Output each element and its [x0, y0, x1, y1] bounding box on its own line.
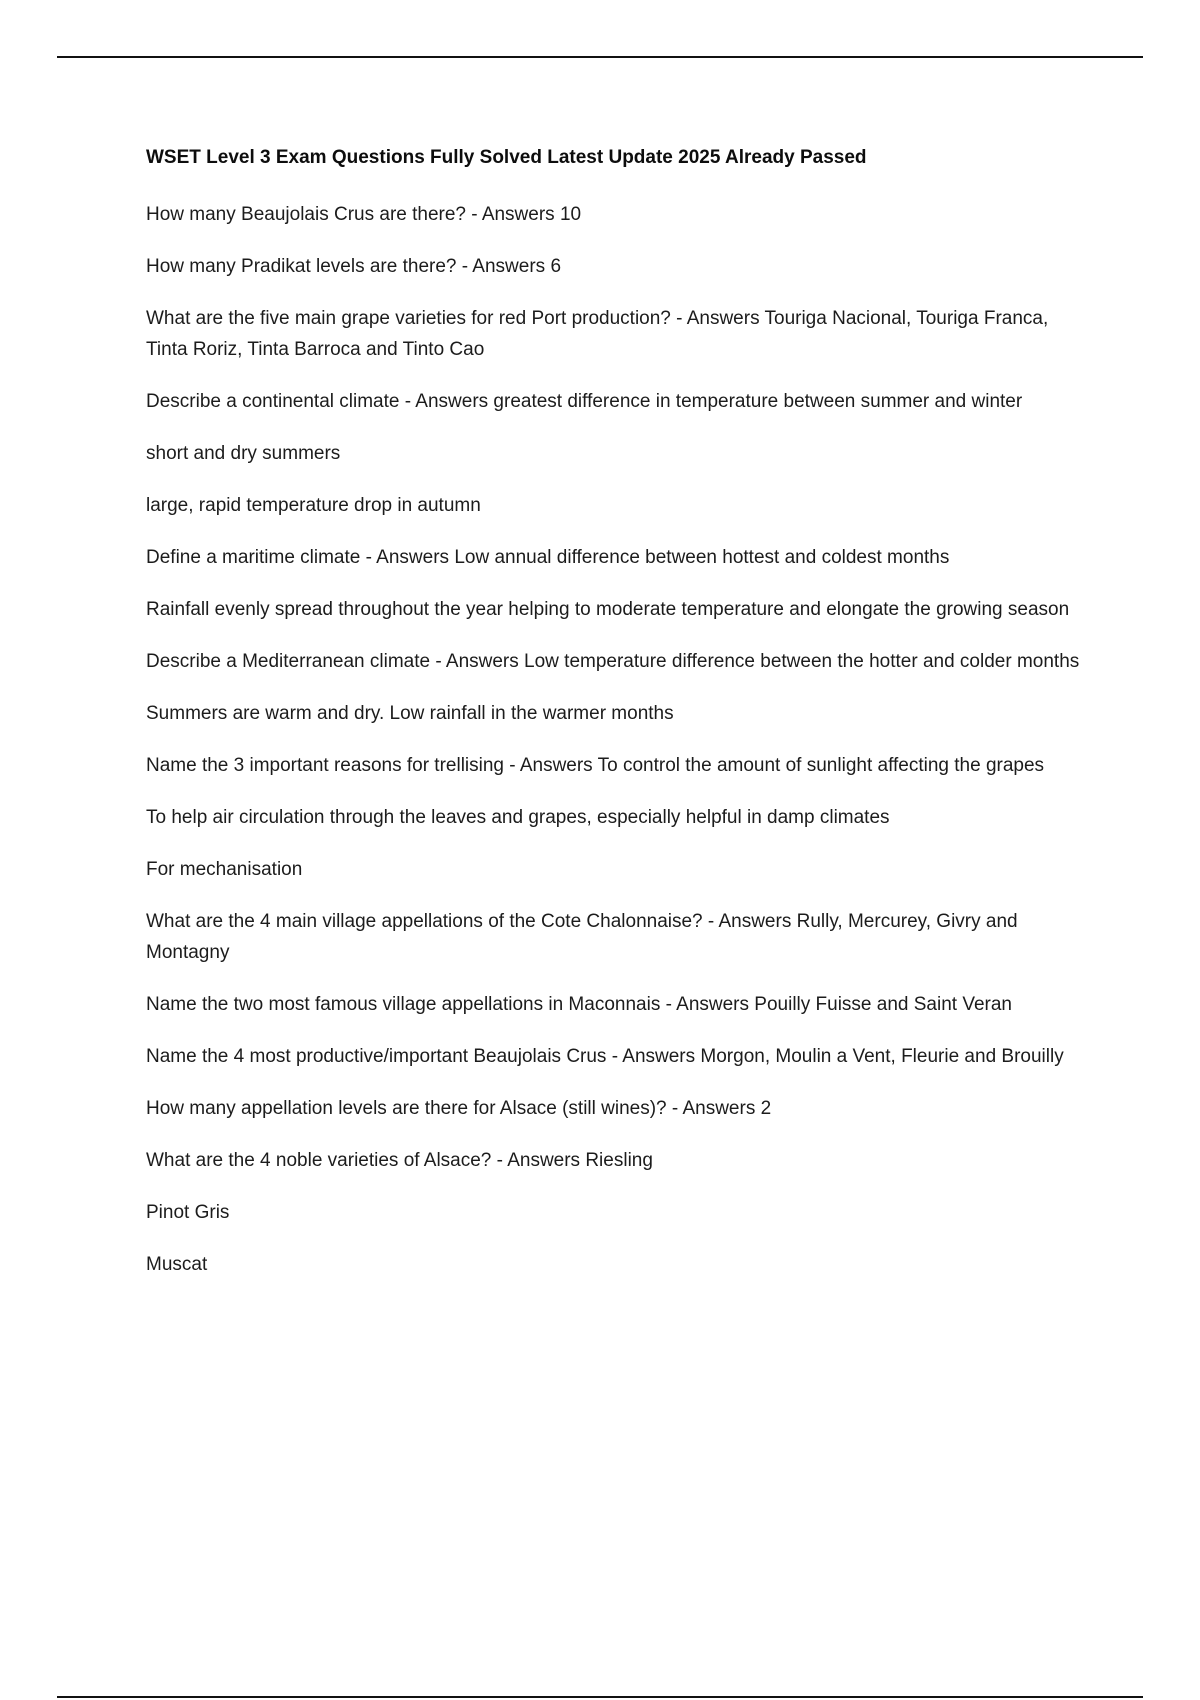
paragraph: To help air circulation through the leaves and grapes, especially helpful in damp climates: [146, 807, 890, 828]
document-body: [146, 144, 1091, 1301]
paragraph: What are the 4 noble varieties of Alsace? - Answers Riesling: [146, 1150, 653, 1171]
paragraph: Describe a continental climate - Answers greatest difference in temperature between summer and winter: [146, 391, 1023, 412]
paragraph: What are the 4 main village appellations of the Cote Chalonnaise? - Answers Rully, Mercurey, Givry and Montagny: [146, 911, 1018, 963]
paragraph: Describe a Mediterranean climate - Answers Low temperature difference between the hotter and colder months: [146, 651, 1080, 672]
paragraph: How many Beaujolais Crus are there? - Answers 10: [146, 204, 582, 225]
paragraph: For mechanisation: [146, 859, 303, 880]
top-divider: [57, 56, 1143, 58]
paragraph: Rainfall evenly spread throughout the year helping to moderate temperature and elongate the growing season: [146, 599, 1070, 620]
paragraph: large, rapid temperature drop in autumn: [146, 495, 481, 516]
paragraph: Name the two most famous village appellations in Maconnais - Answers Pouilly Fuisse and Saint Veran: [146, 994, 1012, 1015]
paragraph: Name the 3 important reasons for trellising - Answers To control the amount of sunlight affecting the grapes: [146, 755, 1045, 776]
paragraph: Define a maritime climate - Answers Low annual difference between hottest and coldest months: [146, 547, 950, 568]
paragraph: short and dry summers: [146, 443, 341, 464]
paragraph: Summers are warm and dry. Low rainfall in the warmer months: [146, 703, 674, 724]
document-title: WSET Level 3 Exam Questions Fully Solved Latest Update 2025 Already Passed: [146, 147, 867, 168]
paragraph: How many Pradikat levels are there? - Answers 6: [146, 256, 562, 277]
paragraph: Name the 4 most productive/important Beaujolais Crus - Answers Morgon, Moulin a Vent, Fleurie and Brouilly: [146, 1046, 1064, 1067]
paragraph: What are the five main grape varieties for red Port production? - Answers Touriga Nacional, Touriga Franca, Tinta Roriz, Tinta Barroca and Tinto Cao: [146, 308, 1049, 360]
paragraph: Pinot Gris: [146, 1202, 230, 1223]
paragraph: Muscat: [146, 1254, 208, 1275]
paragraph: How many appellation levels are there for Alsace (still wines)? - Answers 2: [146, 1098, 772, 1119]
bottom-divider: [57, 1696, 1143, 1698]
